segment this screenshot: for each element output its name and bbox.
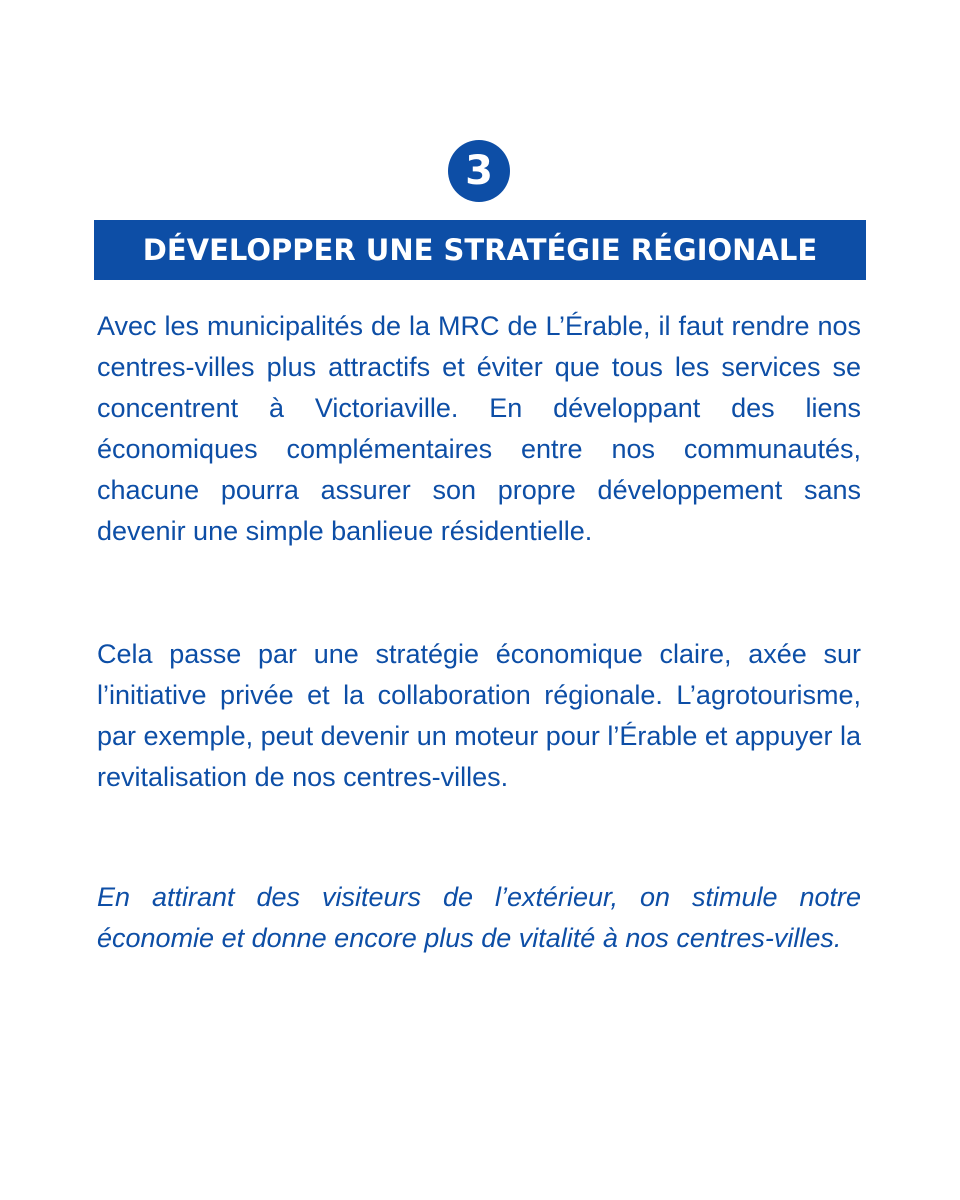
section-number-badge xyxy=(448,140,510,202)
paragraph-strategy: Cela passe par une stratégie économique claire, axée sur l’initiative privée et la collaboration régionale. L’agrotourisme, par exemple, peut devenir un moteur pour l’Érable et appuyer la revitalisation de nos centres-villes. xyxy=(97,639,861,792)
section-title-banner xyxy=(94,220,866,280)
section-title: DÉVELOPPER UNE STRATÉGIE RÉGIONALE xyxy=(142,233,818,267)
section-number: 3 xyxy=(465,148,493,194)
paragraph-intro: Avec les municipalités de la MRC de L’Érable, il faut rendre nos centres-villes plus attractifs et éviter que tous les services se concentrent à Victoriaville. En développant des liens économiques complémentaires entre nos communautés, chacune pourra assurer son propre développement sans devenir une simple banlieue résidentielle. xyxy=(97,311,861,546)
paragraph-conclusion: En attirant des visiteurs de l’extérieur, on stimule notre économie et donne encore plus de vitalité à nos centres-villes. xyxy=(97,882,861,953)
